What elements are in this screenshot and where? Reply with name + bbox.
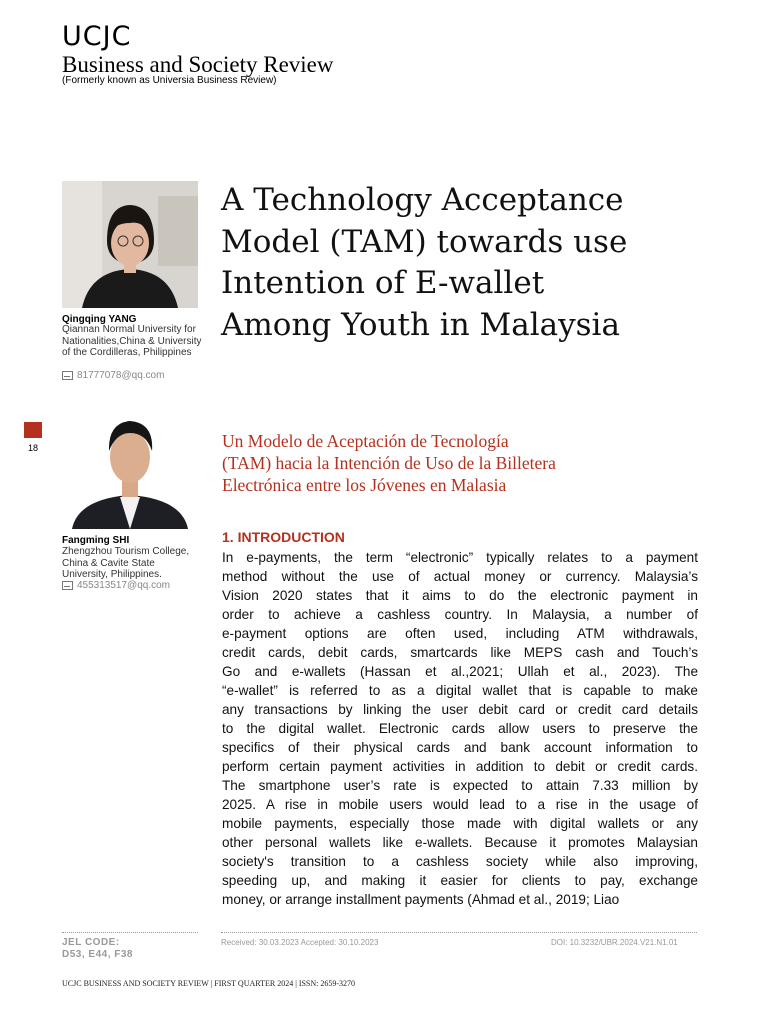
body-line: money, or arrange installment payments (Ahmad et al., 2019; Liao [222,892,620,907]
doi[interactable]: DOI: 10.3232/UBR.2024.V21.N1.01 [551,938,678,947]
article-subtitle-line: (TAM) hacia la Intención de Uso de la Billetera [222,453,556,473]
body-line: specifics of their physical cards and bank account information to [222,740,698,755]
email-icon [62,581,73,590]
jel-code-label: JEL CODE: [62,937,120,948]
divider [221,932,697,933]
article-subtitle-line: Un Modelo de Aceptación de Tecnología [222,431,509,451]
author-photo-yang [62,181,198,308]
author-name-shi: Fangming SHI [62,535,130,546]
author-photo-shi [62,401,198,529]
author-email-text[interactable]: 455313517@qq.com [77,580,170,591]
body-line: The smartphone user’s rate is expected to attain 7.33 million by [222,778,698,793]
body-line: In e-payments, the term “electronic” typically relates to a payment [222,550,698,565]
body-line: credit cards, debit cards, smartcards like MEPS cash and Touch’s [222,645,698,660]
body-line: any transactions by linking the user debit card or credit card details [222,702,698,717]
body-line: Go and e-wallets (Hassan et al.,2021; Ullah et al., 2023). The [222,664,698,679]
journal-name: Business and Society Review [62,52,334,77]
body-line: e-payment options are often used, including ATM withdrawals, [222,626,698,641]
author-email-text[interactable]: 81777078@qq.com [77,370,165,381]
author-affiliation-yang: Qiannan Normal University for Nationalities,China & University of the Cordilleras, Philippines [62,324,202,358]
page-number: 18 [28,443,39,453]
body-line: perform certain payment activities in addition to debit or credit cards. [222,759,698,774]
body-line: mobile payments, especially those made with digital wallets or any [222,816,698,831]
author-affiliation-shi: Zhengzhou Tourism College, China & Cavite State University, Philippines. [62,546,190,580]
page-marker [24,422,42,438]
body-line: method without the use of actual money or currency. Malaysia’s [222,569,698,584]
author-email-yang[interactable] [62,370,164,381]
body-line: order to achieve a cashless country. In Malaysia, a number of [222,607,698,622]
journal-former-name: (Formerly known as Universia Business Review) [62,75,277,86]
body-line: 2025. A rise in mobile users would lead to a rise in the usage of [222,797,698,812]
body-line: speeding up, and making it easier for clients to pay, exchange [222,873,698,888]
received-accepted-dates: Received: 30.03.2023 Accepted: 30.10.2023 [221,938,379,947]
jel-codes: D53, E44, F38 [62,949,133,960]
section-heading: 1. INTRODUCTION [222,529,345,545]
body-line: society's transition to a cashless society while also improving, [222,854,698,869]
body-line: Vision 2020 states that it aims to do the electronic payment in [222,588,698,603]
author-email-shi[interactable] [62,580,170,591]
body-line: other personal wallets like e-wallets. Because it promotes Malaysian [222,835,698,850]
email-icon [62,371,73,380]
author-name-yang: Qingqing YANG [62,314,137,325]
body-line: “e-wallet” is referred to as a digital wallet that is capable to make [222,683,698,698]
body-line: to the digital wallet. Electronic cards allow users to preserve the [222,721,698,736]
page-footer: UCJC BUSINESS AND SOCIETY REVIEW | FIRST QUARTER 2024 | ISSN: 2659-3270 [62,979,356,988]
article-title: A Technology Acceptance Model (TAM) towards use Intention of E-wallet Among Youth in Malaysia [221,182,628,343]
article-subtitle-line: Electrónica entre los Jóvenes en Malasia [222,475,507,495]
divider [62,932,198,933]
journal-brand: UCJC [62,21,132,52]
